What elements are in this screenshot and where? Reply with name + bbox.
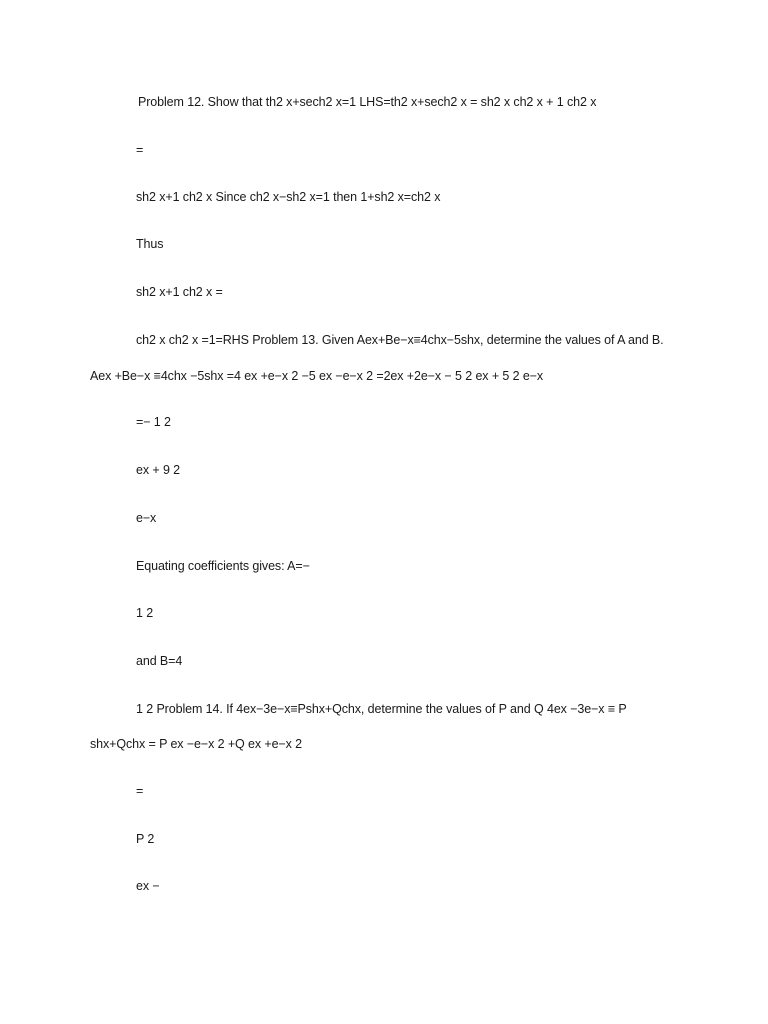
text-line: P 2 (136, 832, 155, 846)
text-line: Thus (136, 237, 164, 251)
text-line: Problem 12. Show that th2 x+sech2 x=1 LHS=th2 x+sech2 x = sh2 x ch2 x + 1 ch2 x (138, 95, 597, 109)
text-line: Aex +Be−x ≡4chx −5shx =4 ex +e−x 2 −5 ex −e−x 2 =2ex +2e−x − 5 2 ex + 5 2 e−x (90, 369, 544, 383)
text-line: = (136, 143, 144, 157)
text-line: Equating coefficients gives: A=− (136, 559, 310, 573)
text-line: 1 2 Problem 14. If 4ex−3e−x≡Pshx+Qchx, determine the values of P and Q 4ex −3e−x ≡ P (136, 702, 627, 716)
text-line: ch2 x ch2 x =1=RHS Problem 13. Given Aex+Be−x≡4chx−5shx, determine the values of A and B. (136, 333, 664, 347)
text-line: =− 1 2 (136, 415, 171, 429)
text-line: shx+Qchx = P ex −e−x 2 +Q ex +e−x 2 (90, 737, 303, 751)
text-line: ex − (136, 879, 160, 893)
text-line: 1 2 (136, 606, 154, 620)
text-line: e−x (136, 511, 157, 525)
text-line: and B=4 (136, 654, 183, 668)
text-line: = (136, 784, 144, 798)
text-line: sh2 x+1 ch2 x = (136, 285, 223, 299)
text-line: ex + 9 2 (136, 463, 181, 477)
text-line: sh2 x+1 ch2 x Since ch2 x−sh2 x=1 then 1+sh2 x=ch2 x (136, 190, 441, 204)
